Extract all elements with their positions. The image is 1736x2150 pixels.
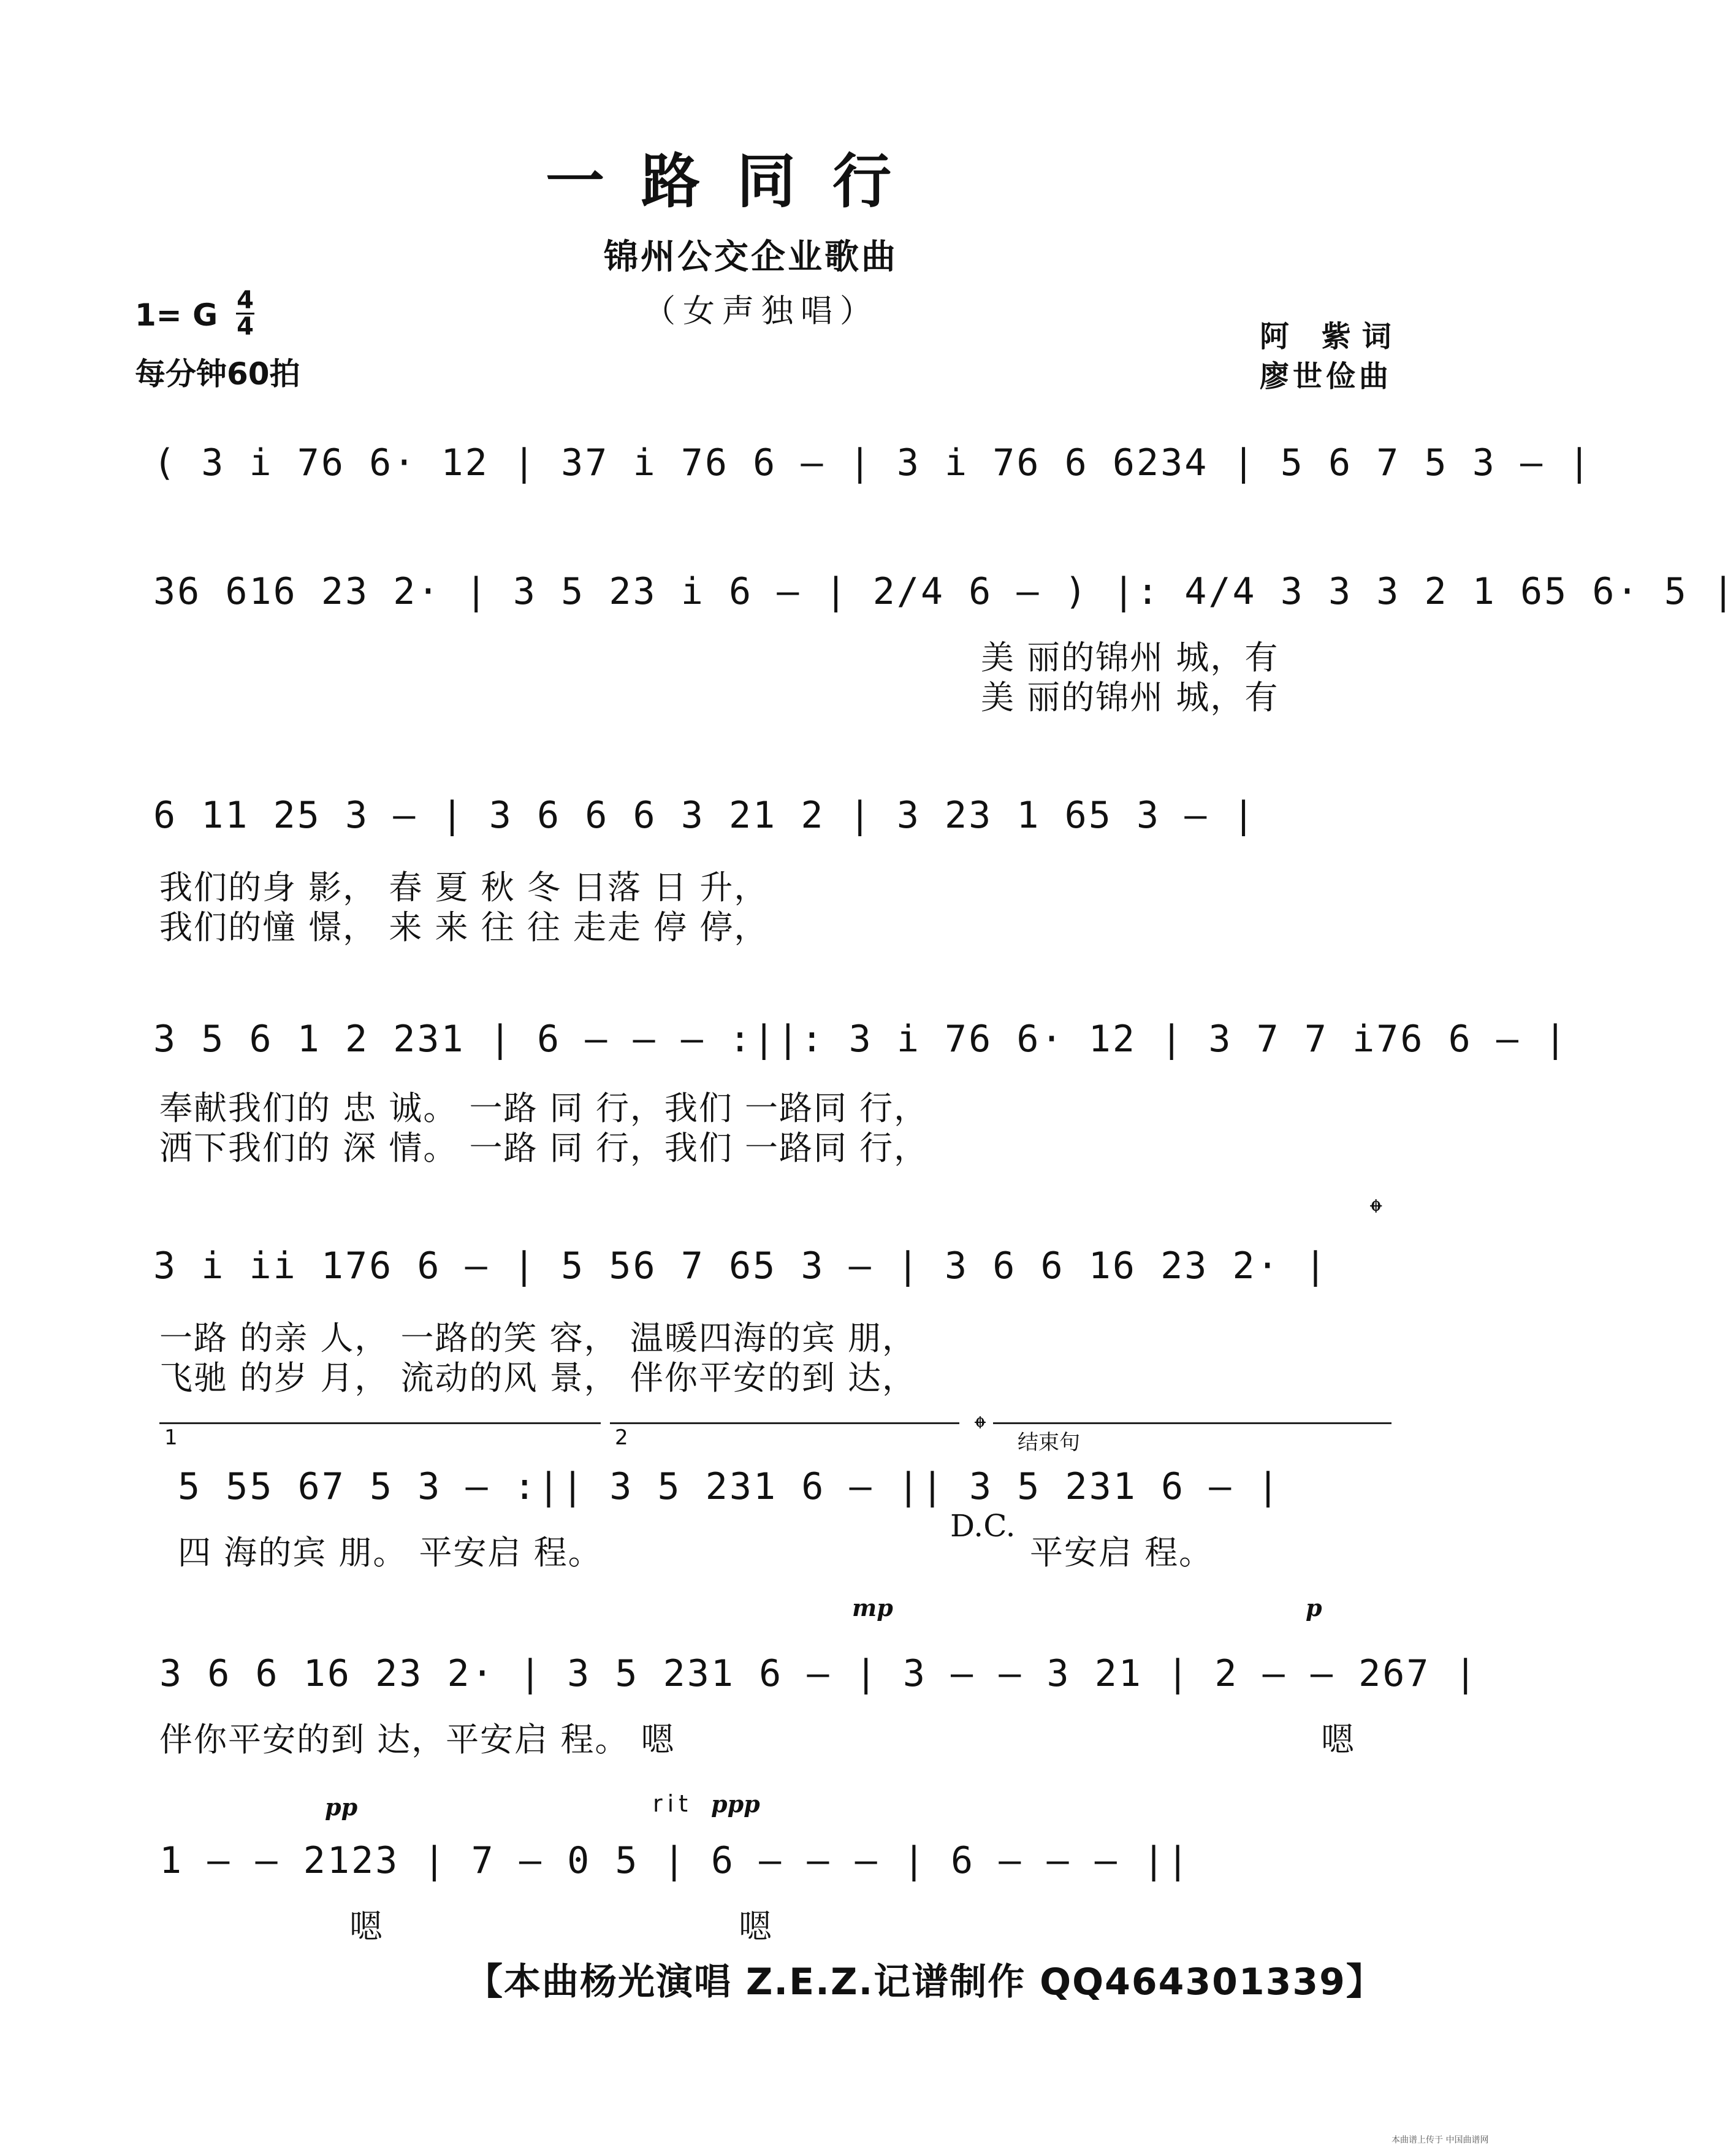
system-8-lyric-2: 嗯	[739, 1907, 773, 1946]
system-3-notes: 6 11 25 3 – | 3 6 6 6 3 21 2 | 3 23 1 65 3 – |	[153, 794, 1257, 837]
system-4-lyric-1: 奉献我们的 忠 诚。 一路 同 行，我们 一路同 行，	[159, 1089, 929, 1127]
time-signature-top: 4	[237, 286, 254, 314]
system-2-notes: 36 616 23 2· | 3 5 23 i 6 – | 2/4 6 – ) |: 4/4 3 3 3 2 1 65 6· 5 |	[153, 570, 1736, 613]
system-2-lyric-2: 美 丽的锦州 城，有	[981, 678, 1279, 717]
volta-1-label: 1	[164, 1425, 178, 1450]
ending-note: 结束句	[1018, 1430, 1080, 1455]
coda-mark-1: 𝄌	[1370, 1192, 1382, 1232]
rit-mark: rit	[653, 1790, 693, 1817]
time-signature	[236, 288, 254, 339]
system-4-notes: 3 5 6 1 2 231 | 6 – – – :||: 3 i 76 6· 12 | 3 7 7 i76 6 – |	[153, 1018, 1569, 1061]
dynamic-mp: mp	[852, 1594, 893, 1622]
system-7-lyric-2: 嗯	[1321, 1720, 1355, 1759]
ending-bracket	[993, 1422, 1391, 1424]
system-4-lyric-2: 洒下我们的 深 情。 一路 同 行，我们 一路同 行，	[159, 1129, 929, 1167]
system-5-lyric-1: 一路 的亲 人， 一路的笑 容， 温暖四海的宾 朋，	[159, 1319, 916, 1357]
volta-1-bracket	[159, 1422, 601, 1424]
volta-2-bracket	[610, 1422, 959, 1424]
system-8-notes: 1 – – 2123 | 7 – 0 5 | 6 – – – | 6 – – – ||	[159, 1839, 1191, 1882]
tempo: 每分钟60拍	[135, 356, 300, 392]
system-8-lyric-1: 嗯	[349, 1907, 384, 1946]
time-signature-bottom: 4	[237, 313, 254, 341]
dynamic-ppp: ppp	[711, 1790, 760, 1818]
system-6-notes: 5 55 67 5 3 – :|| 3 5 231 6 – || 3 5 231 6 – |	[178, 1465, 1281, 1508]
volta-2-label: 2	[615, 1425, 628, 1450]
composer: 廖世俭曲	[1260, 359, 1393, 394]
system-5-notes: 3 i ii 176 6 – | 5 56 7 65 3 – | 3 6 6 16 23 2· |	[153, 1245, 1329, 1287]
lyricist: 阿 紫词	[1260, 319, 1403, 354]
system-5-lyric-2: 飞驰 的岁 月， 流动的风 景， 伴你平安的到 达，	[159, 1359, 916, 1397]
dynamic-pp: pp	[325, 1793, 358, 1821]
watermark: 本曲谱上传于 中国曲谱网	[1391, 2135, 1489, 2145]
dc-mark: D.C.	[950, 1508, 1016, 1544]
page-title: 一路同行	[546, 147, 928, 216]
system-7-lyric-1: 伴你平安的到 达，平安启 程。 嗯	[159, 1720, 676, 1759]
system-7-notes: 3 6 6 16 23 2· | 3 5 231 6 – | 3 – – 3 21 | 2 – – 267 |	[159, 1652, 1479, 1695]
coda-mark-2: 𝄌	[975, 1410, 986, 1447]
subtitle: 锦州公交企业歌曲	[604, 237, 898, 277]
system-3-lyric-1: 我们的身 影， 春 夏 秋 冬 日落 日 升，	[159, 868, 769, 907]
key-signature: 1= G	[135, 297, 218, 333]
footer-credit: 【本曲杨光演唱 Z.E.Z.记谱制作 QQ464301339】	[466, 1961, 1384, 2003]
system-2-lyric-1: 美 丽的锦州 城，有	[981, 638, 1279, 677]
dynamic-p: p	[1306, 1594, 1322, 1622]
performance-note: （女声独唱）	[644, 293, 880, 330]
system-3-lyric-2: 我们的憧 憬， 来 来 往 往 走走 停 停，	[159, 908, 769, 947]
system-6-lyric-1: 四 海的宾 朋。 平安启 程。	[178, 1533, 603, 1572]
system-1-notes: ( 3 i 76 6· 12 | 37 i 76 6 – | 3 i 76 6 6234 | 5 6 7 5 3 – |	[153, 441, 1593, 484]
system-6-lyric-2: 平安启 程。	[1030, 1533, 1214, 1572]
